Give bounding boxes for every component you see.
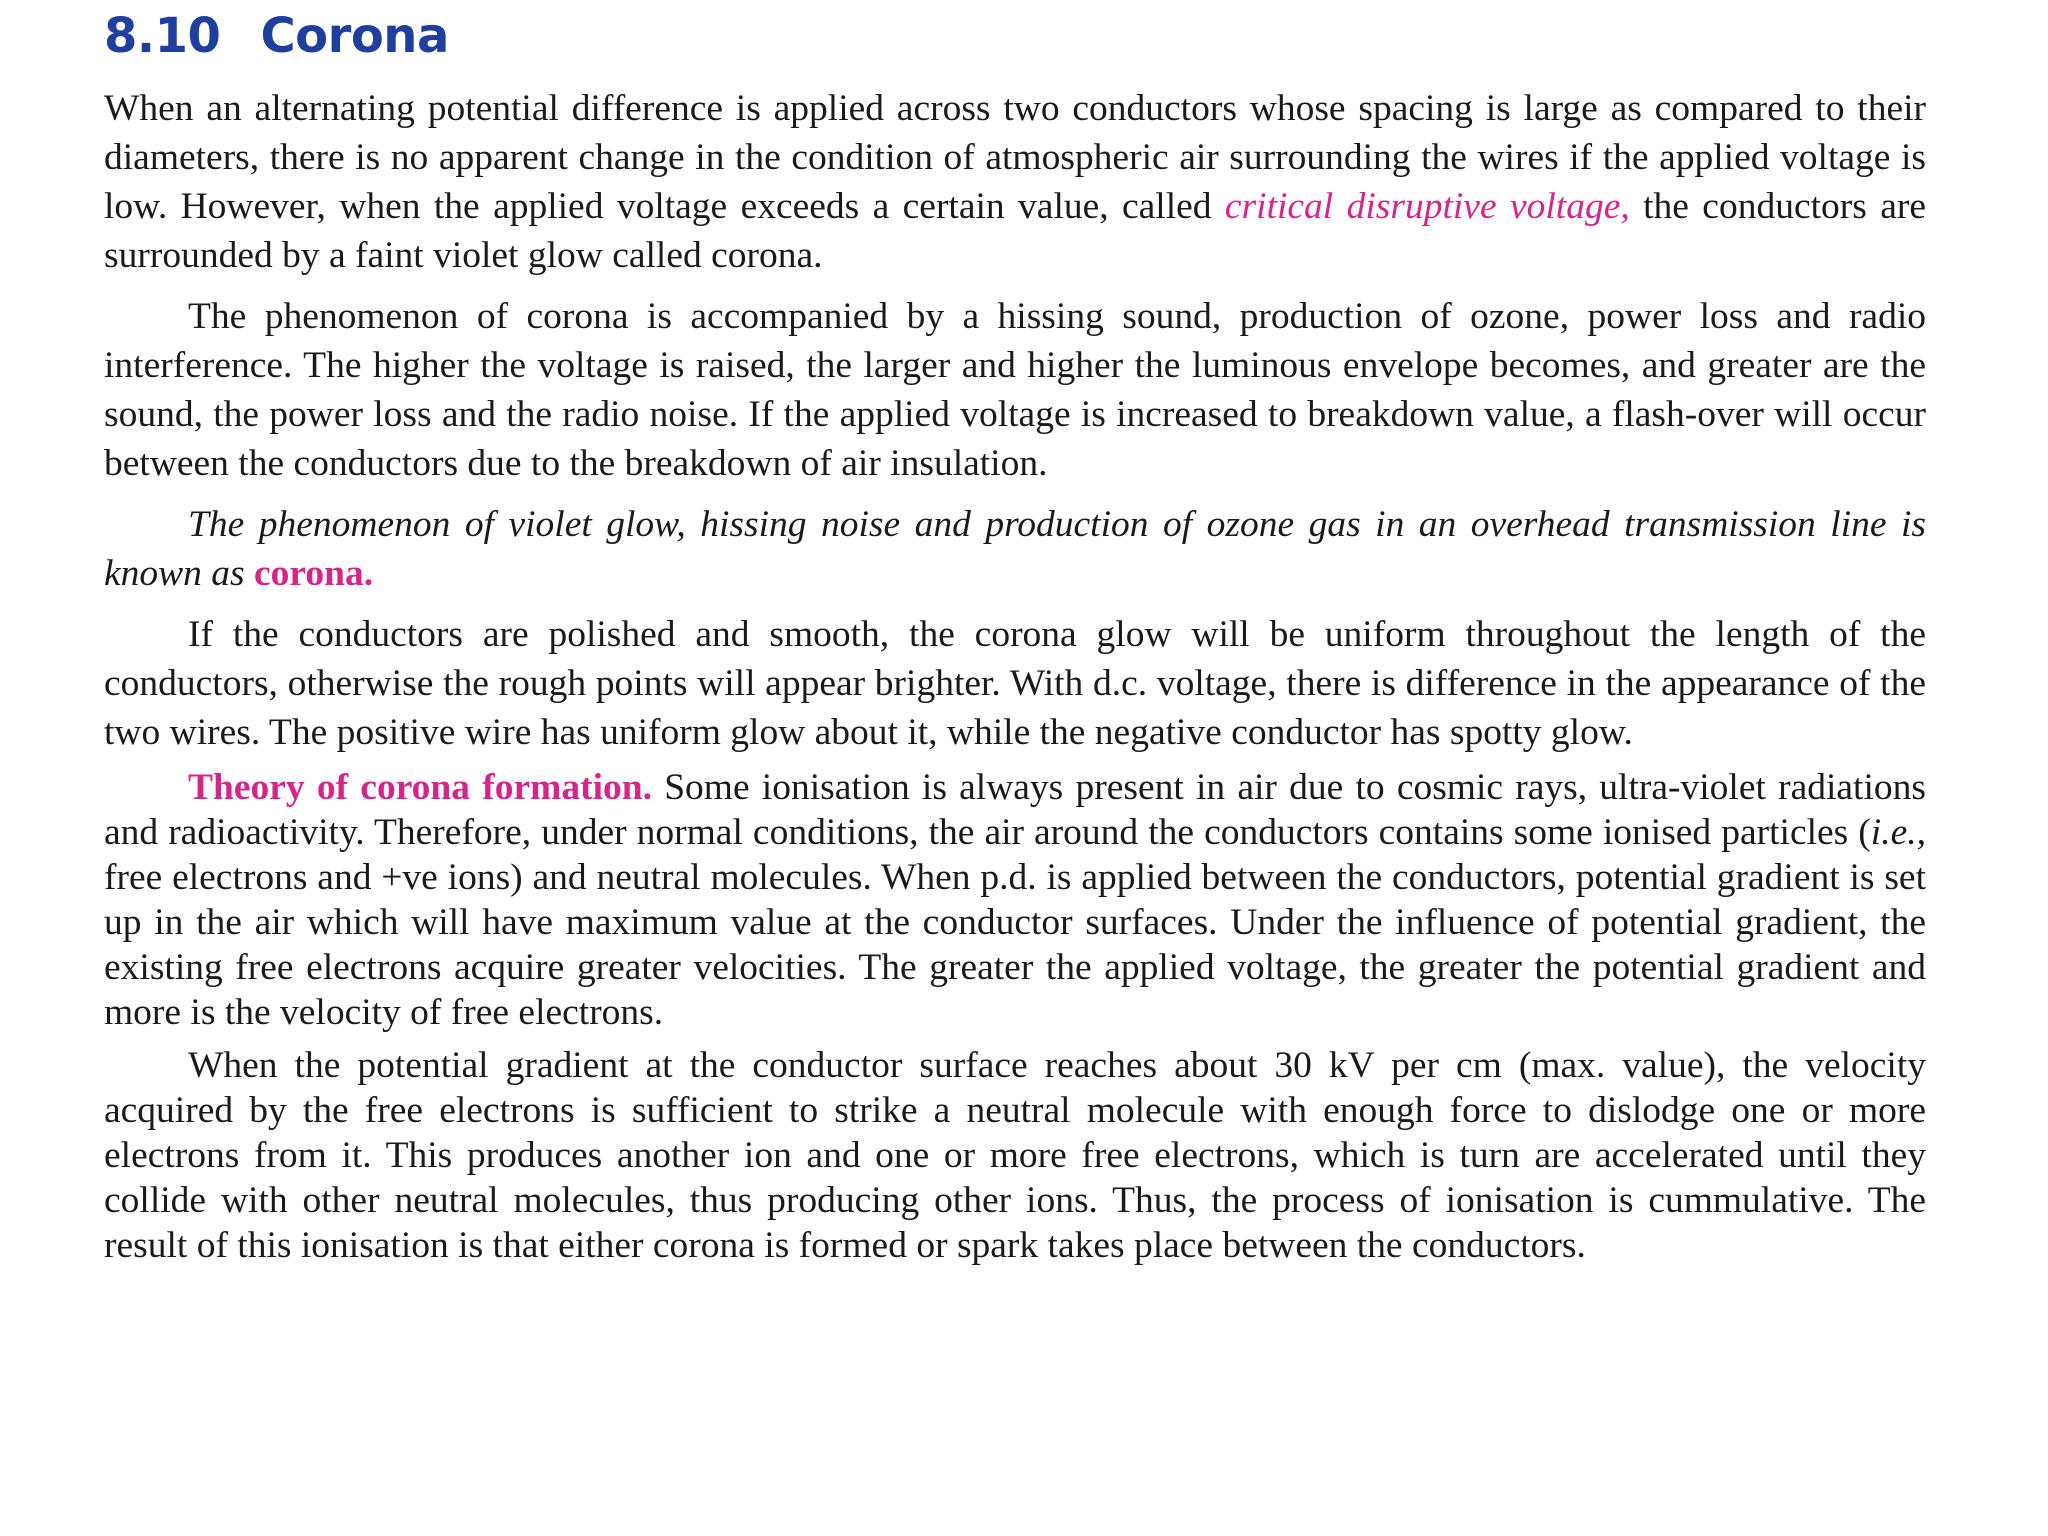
paragraph-appearance-text: If the conductors are polished and smooth, the corona glow will be uniform throughout the length of the conductors, otherwise the rough points will appear brighter. With d.c. voltage, there is difference in the appearance of the two wires. The positive wire has uniform glow about it, while the negative conductor has spotty glow. <box>104 614 1926 753</box>
paragraph-ionisation <box>104 1043 1926 1268</box>
corona-definition <box>104 500 1926 598</box>
paragraph-phenomenon <box>104 292 1926 488</box>
ie-abbreviation: i.e., <box>1870 812 1926 853</box>
section-number: 8.10 <box>104 8 221 64</box>
document-page <box>104 0 1926 1268</box>
paragraph-theory <box>104 765 1926 1035</box>
section-heading <box>104 0 1926 64</box>
corona-term: corona. <box>254 553 374 594</box>
paragraph-theory-text-1: Some ionisation is always present in air due to cosmic rays, ultra-violet radiations and radioactivity. Therefore, under normal conditions, the air around the conductors contains some ionised particles ( <box>104 767 1926 853</box>
section-title: Corona <box>260 8 449 64</box>
paragraph-intro-text-2: the conductors are surrounded by a faint violet glow called corona. <box>104 186 1927 276</box>
paragraph-theory-text-2: free electrons and +ve ions) and neutral molecules. When p.d. is applied between the conductors, potential gradient is set up in the air which will have maximum value at the conductor surfaces. Under the influence of potential gradient, the existing free electrons acquire greater velocities. The greater the applied voltage, the greater the potential gradient and more is the velocity of free electrons. <box>104 857 1926 1033</box>
critical-disruptive-voltage-term: critical disruptive voltage, <box>1224 186 1630 227</box>
paragraph-ionisation-text: When the potential gradient at the conductor surface reaches about 30 kV per cm (max. value), the velocity acquired by the free electrons is sufficient to strike a neutral molecule with enough force to dislodge one or more electrons from it. This produces another ion and one or more free electrons, which is turn are accelerated until they collide with other neutral molecules, thus producing other ions. Thus, the process of ionisation is cummulative. The result of this ionisation is that either corona is formed or spark takes place between the conductors. <box>104 1045 1926 1266</box>
paragraph-intro <box>104 84 1926 280</box>
theory-subheading: Theory of corona formation. <box>188 767 652 808</box>
paragraph-appearance <box>104 610 1926 757</box>
paragraph-phenomenon-text: The phenomenon of corona is accompanied by a hissing sound, production of ozone, power loss and radio interference. The higher the voltage is raised, the larger and higher the luminous envelope becomes, and greater are the sound, the power loss and the radio noise. If the applied voltage is increased to breakdown value, a flash-over will occur between the conductors due to the breakdown of air insulation. <box>104 296 1926 484</box>
corona-definition-text: The phenomenon of violet glow, hissing noise and production of ozone gas in an overhead transmission line is known as <box>104 504 1926 594</box>
paragraph-intro-text-1: When an alternating potential difference is applied across two conductors whose spacing is large as compared to their diameters, there is no apparent change in the condition of atmospheric air surrounding the wires if the applied voltage is low. However, when the applied voltage exceeds a certain value, called <box>104 88 1926 227</box>
